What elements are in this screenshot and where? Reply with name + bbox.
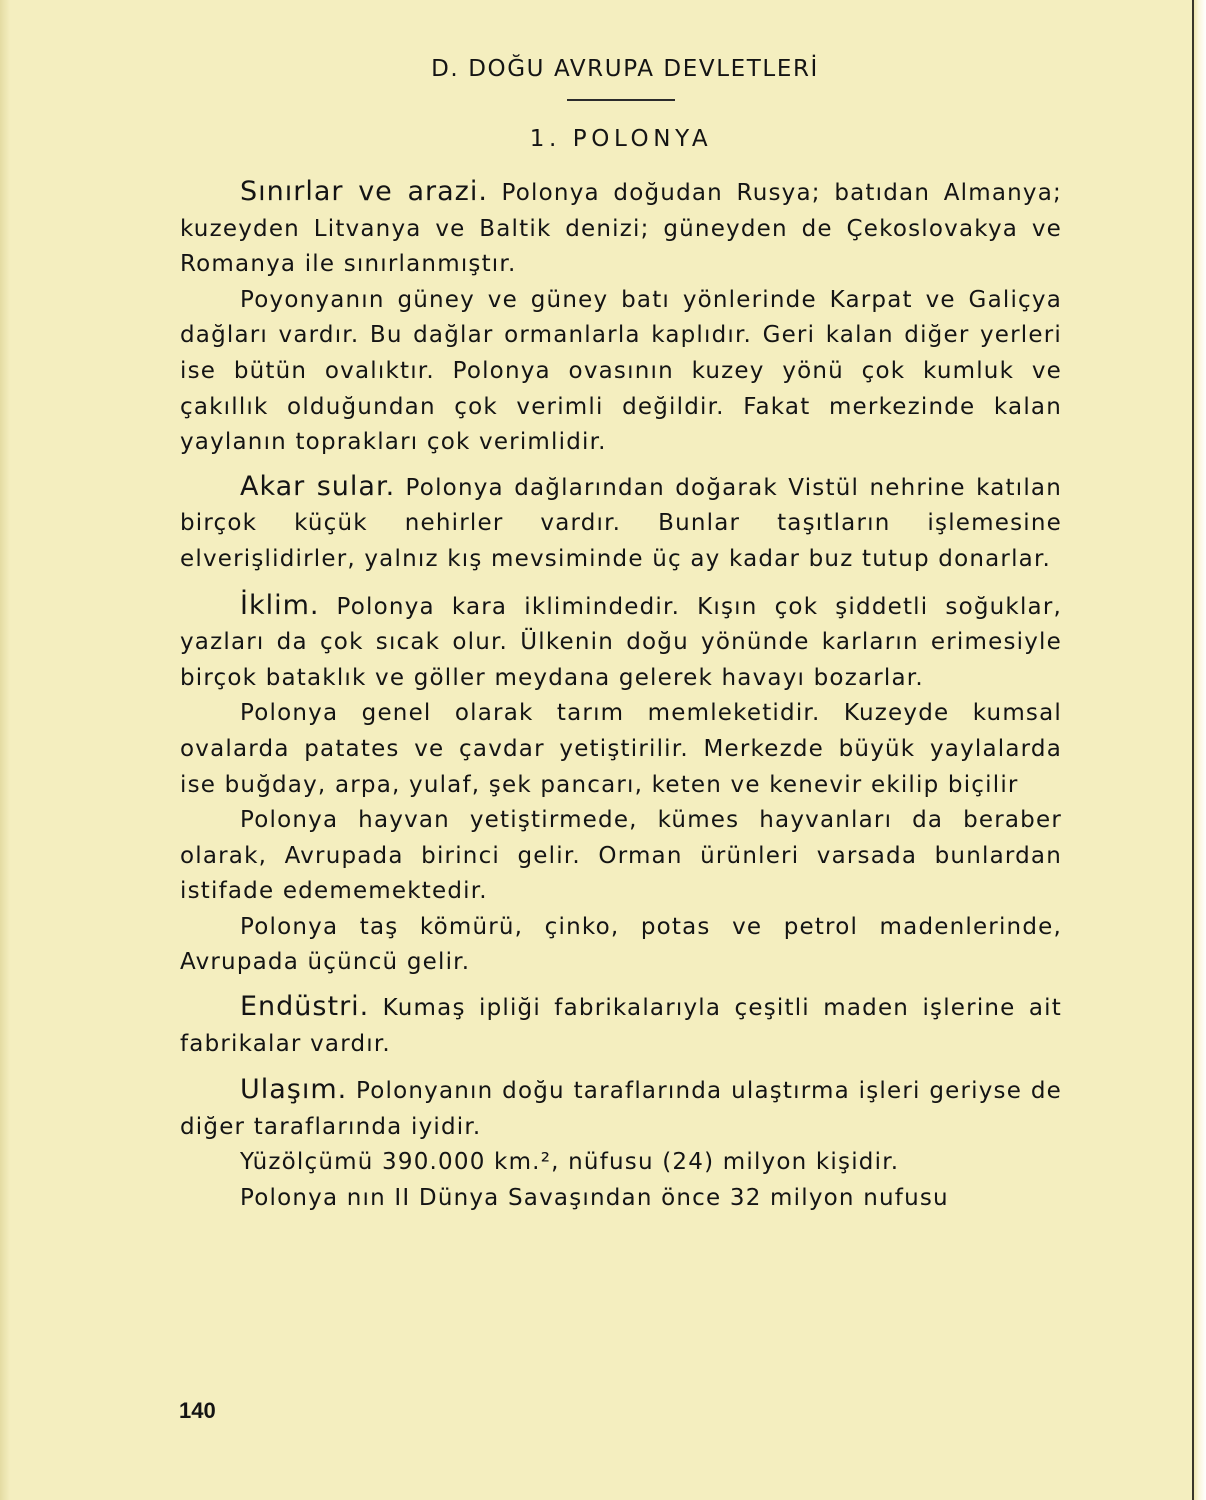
- section-title: 1. POLONYA: [529, 126, 713, 152]
- paragraph-climate: [180, 588, 1062, 697]
- paragraph-text: Polonya hayvan yetiştirmede, kümes hayvanları da beraber olarak, Avrupada birinci gelir. Orman ürünleri varsada bunlardan istifade edememektedir.: [180, 807, 1062, 905]
- paragraph-text: Polonya genel olarak tarım memleketidir. Kuzeyde kumsal ovalarda patates ve çavdar yetiştirilir. Merkezde büyük yaylalarda ise buğday, arpa, yulaf, şek pancarı, keten ve kenevir ekilip biçilir: [180, 700, 1062, 798]
- paragraph-borders: [180, 174, 1062, 283]
- heading-climate: İklim.: [240, 589, 320, 621]
- paragraph-text: Polonyanın doğu taraflarında ulaştırma işleri geriyse de diğer taraflarında iyidir.: [180, 1078, 1062, 1140]
- chapter-title: D. DOĞU AVRUPA DEVLETLERİ: [431, 56, 819, 82]
- paragraph-text: Yüzölçümü 390.000 km.², nüfusu (24) milyon kişidir.: [240, 1149, 900, 1176]
- paragraph-population-history: [180, 1181, 1062, 1217]
- paragraph-livestock: [180, 803, 1062, 910]
- paragraph-text: Polonya taş kömürü, çinko, potas ve petrol madenlerinde, Avrupada üçüncü gelir.: [180, 913, 1062, 976]
- paragraph-area-population: [180, 1145, 1062, 1181]
- paragraph-rivers: [180, 469, 1062, 578]
- paragraph-text: Polonya doğudan Rusya; batıdan Almanya; kuzeyden Litvanya ve Baltik denizi; güneyden de Çekoslovakya ve Romanya ile sınırlanmıştır.: [180, 180, 1062, 278]
- paragraph-terrain: [180, 283, 1062, 461]
- heading-rivers: Akar sular.: [240, 470, 396, 502]
- title-divider: [567, 99, 675, 101]
- paragraph-text: Polonya dağlarından doğarak Vistül nehrine katılan birçok küçük nehirler vardır. Bunlar taşıtların işlemesine elverişlidirler, yalnız kış mevsiminde üç ay kadar buz tutup donarlar.: [180, 474, 1062, 572]
- page-left-edge: [0, 0, 10, 1500]
- paragraph-text: Polonya kara iklimindedir. Kışın çok şiddetli soğuklar, yazları da çok sıcak olur. Ülkenin doğu yönünde karların erimesiyle birçok bataklık ve göller meydana gelerek havayı bozarlar.: [180, 593, 1062, 691]
- paragraph-text: Kumaş ipliği fabrikalarıyla çeşitli maden işlerine ait fabrikalar vardır.: [180, 995, 1062, 1057]
- body-text: [180, 174, 1062, 1217]
- heading-industry: Endüstri.: [240, 991, 370, 1023]
- page-number: 140: [179, 1398, 216, 1423]
- paragraph-text: Polonya nın II Dünya Savaşından önce 32 milyon nufusu: [240, 1185, 949, 1212]
- paragraph-industry: [180, 989, 1062, 1062]
- paragraph-text: Poyonyanın güney ve güney batı yönlerinde Karpat ve Galiçya dağları vardır. Bu dağlar ormanlarla kaplıdır. Geri kalan diğer yerleri ise bütün ovalıktır. Polonya ovasının kuzey yönü çok kumluk ve çakıllık olduğundan çok verimli değildir. Fakat merkezinde kalan yaylanın toprakları çok verimlidir.: [180, 286, 1062, 456]
- paragraph-mining: [180, 910, 1062, 981]
- heading-transport: Ulaşım.: [240, 1074, 348, 1106]
- paragraph-agriculture: [180, 696, 1062, 803]
- heading-borders: Sınırlar ve arazi.: [240, 176, 488, 207]
- page-right-edge: [1192, 0, 1206, 1500]
- paragraph-transport: [180, 1072, 1062, 1145]
